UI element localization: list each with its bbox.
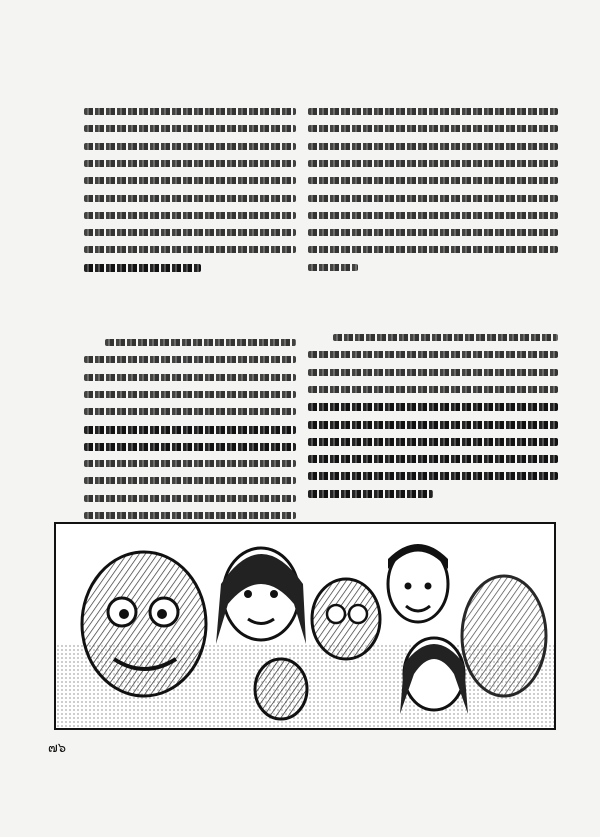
text-line (84, 426, 296, 434)
text-line (308, 108, 558, 115)
text-line (105, 339, 296, 346)
text-line (308, 386, 558, 393)
text-line (333, 334, 558, 341)
text-line (84, 391, 296, 398)
text-line (84, 246, 296, 253)
text-line (308, 195, 558, 202)
text-line (84, 477, 296, 484)
text-line (84, 143, 296, 150)
text-line (84, 264, 201, 272)
crowd-caricature-icon (56, 524, 554, 728)
text-line (84, 212, 296, 219)
text-line (84, 408, 296, 415)
text-line (84, 374, 296, 381)
text-line (308, 212, 558, 219)
text-line (84, 125, 296, 132)
text-line (84, 195, 296, 202)
text-line (308, 177, 558, 184)
text-line (84, 356, 296, 363)
text-line (308, 246, 558, 253)
text-line (84, 229, 296, 236)
text-line (308, 369, 558, 376)
text-line (308, 438, 558, 446)
cartoon-illustration (54, 522, 556, 730)
text-line (308, 455, 558, 463)
text-line (84, 443, 296, 451)
text-line (84, 460, 296, 467)
text-line (308, 472, 558, 480)
text-line (84, 495, 296, 502)
text-line (84, 160, 296, 167)
page-number: ๗๖ (48, 741, 67, 756)
text-line (308, 229, 558, 236)
text-line (308, 160, 558, 167)
text-line (308, 264, 358, 271)
text-line (308, 351, 558, 358)
text-line (84, 108, 296, 115)
text-line (308, 490, 433, 498)
text-line (84, 177, 296, 184)
text-line (308, 403, 558, 411)
text-line (308, 421, 558, 429)
text-line (308, 125, 558, 132)
text-line (84, 512, 296, 519)
text-line (308, 143, 558, 150)
